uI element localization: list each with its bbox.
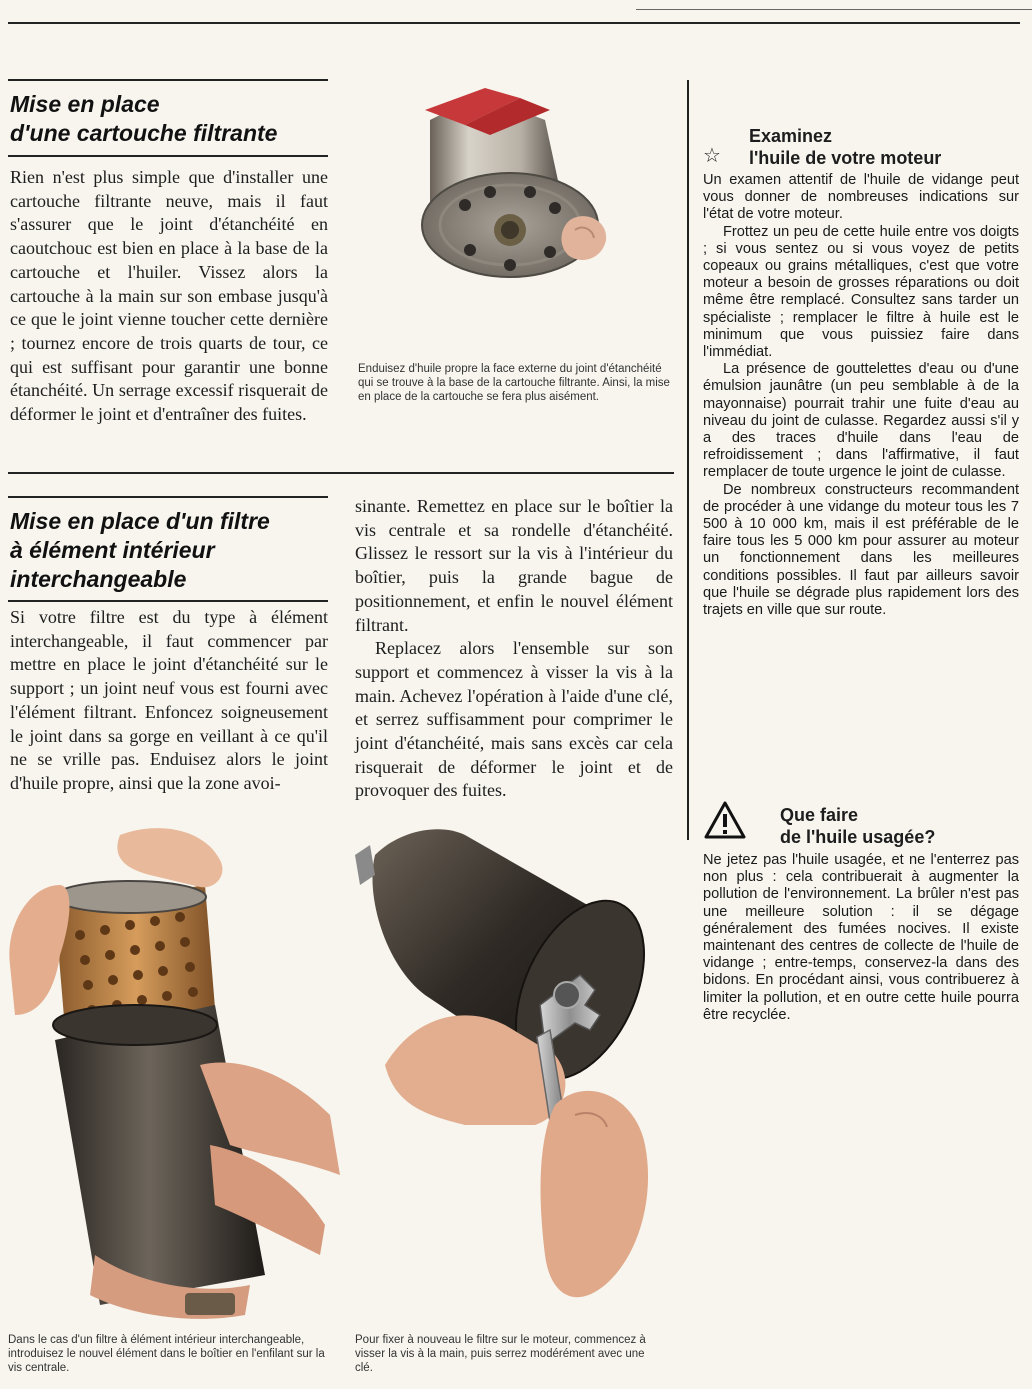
cartridge-photo (370, 80, 610, 280)
sidebar1-para1: Un examen attentif de l'huile de vidange peut vous donner de nombreuses indications sur l'état de votre moteur. (703, 172, 1019, 223)
column-divider (687, 80, 689, 840)
section-divider-rule (8, 472, 674, 474)
cartridge-photo-caption: Enduisez d'huile propre la face externe du joint d'étanchéité qui se trouve à la base de la cartouche filtrante. Ainsi, la mise en place de la cartouche se fera plus aisément. (358, 363, 670, 403)
sidebar1-title-line2: l'huile de votre moteur (749, 148, 942, 168)
sidebar2-title-line1: Que faire (780, 805, 859, 825)
sidebar1-para2: Frottez un peu de cette huile entre vos doigts ; si vous sentez ou si vous voyez de petits copeaux ou grains métalliques, c'est que votre moteur a besoin de grosses réparations ou doit même être remplacé. Consultez sans tarder un spécialiste ; remplacer le filtre à huile est le minimum que vous puissiez faire dans l'immédiat. (703, 223, 1019, 361)
section1-top-rule (8, 79, 328, 81)
section1-title-line2: d'une cartouche filtrante (10, 120, 278, 146)
top-rule (8, 22, 1020, 24)
insert-element-caption: Dans le cas d'un filtre à élément intérieur interchangeable, introduisez le nouvel élément dans le boîtier en l'enfilant sur la vis centrale. (8, 1334, 325, 1374)
sidebar1-para4: De nombreux constructeurs recommandent de procéder à une vidange du moteur tous les 7 500 à 10 000 km, mais il est préférable de le faire tous les 5 000 km pour assurer au moteur un fonctionnement dans les meilleures conditions possibles. Il faut par ailleurs savoir que l'huile se dégrade plus rapidement lors des trajets en ville que sur route. (703, 481, 1019, 619)
sidebar2-header (703, 800, 1023, 852)
sidebar1-title-line1: Examinez (749, 126, 833, 146)
star-outline-icon: ☆ (703, 143, 721, 167)
wrench-caption: Pour fixer à nouveau le filtre sur le moteur, commencez à visser la vis à la main, puis serrez modérément avec une clé. (355, 1334, 646, 1374)
insert-element-illustration (0, 815, 345, 1330)
section2-column2 (355, 495, 673, 803)
oil-filter-cartridge-illustration (370, 80, 610, 280)
section2-top-rule (8, 496, 328, 498)
section1-title (10, 90, 330, 148)
section2-title (10, 507, 330, 594)
section1-text: Rien n'est plus simple que d'installer une cartouche filtrante neuve, mais il faut s'assurer que le joint d'étanchéité en caoutchouc est bien en place à la base de la cartouche et l'huiler. Vissez alors la cartouche à la main sur son embase jusqu'à ce que le joint vienne toucher cette dernière ; tournez encore de trois quarts de tour, ce qui est suffisant pour garantir une bonne étanchéité. Un serrage excessif risquerait de déformer le joint et d'entraîner des fuites. (10, 167, 328, 425)
sidebar2-body: Ne jetez pas l'huile usagée, et ne l'enterrez pas non plus : cela contribuerait à augmenter la pollution de l'environnement. La brûler n'est pas une meilleure solution : il se dégage généralement des fumées nocives. Il existe maintenant des centres de collecte de l'huile de vidange ; entre-temps, conservez-la dans des bidons. En procédant ainsi, vous contribuerez à limiter la pollution, et en outre cette huile pourra être recyclée. (703, 852, 1019, 1023)
section2-title-rule (8, 600, 328, 602)
top-rule-right (636, 9, 1032, 10)
section2-title-line3: interchangeable (10, 566, 187, 592)
section2-title-line2: à élément intérieur (10, 537, 215, 563)
section2-column1-text: Si votre filtre est du type à élément interchangeable, il faut commencer par mettre en place le joint d'étanchéité sur le support ; un joint neuf vous est fourni avec l'élément filtrant. Enfoncez soigneusement le joint dans sa gorge en veillant à ce qu'il ne se vrille pas. Enduisez alors le joint d'huile propre, ainsi que la zone avoi- (10, 607, 328, 793)
section1-title-line1: Mise en place (10, 91, 160, 117)
section2-column2-para2: Replacez alors l'ensemble sur son support et commencez à visser la vis à la main. Achevez l'opération à l'aide d'une clé, et serrez suffisamment pour comprimer le joint d'étanchéité, mais sans excès car cela risquerait de déformer le joint et de provoquer des fuites. (355, 638, 673, 801)
warning-triangle-icon (703, 800, 747, 840)
wrench-illustration (345, 815, 685, 1330)
filter-element-in-hands-illustration (0, 815, 345, 1330)
sidebar2-title-line2: de l'huile usagée? (780, 827, 936, 847)
sidebar1-body (703, 172, 1019, 619)
sidebar1-para3: La présence de gouttelettes d'eau ou d'une émulsion jaunâtre (un peu semblable à de la mayonnaise) pourrait trahir une fuite d'eau au niveau du joint de culasse. Regardez aussi s'il y a des traces d'huile dans l'eau de refroidissement ; dans l'affirmative, il faut remplacer de toute urgence le joint de culasse. (703, 361, 1019, 481)
section1-title-rule (8, 155, 328, 157)
section2-column2-para1: sinante. Remettez en place sur le boîtier la vis centrale et sa rondelle d'étanchéité. Glissez le ressort sur la vis à l'intérieur du boîtier, puis la grande bague de positionnement, et enfin le nouvel élément filtrant. (355, 496, 673, 635)
section2-title-line1: Mise en place d'un filtre (10, 508, 270, 534)
filter-tightening-with-wrench-illustration (345, 815, 685, 1330)
sidebar1-header (703, 125, 1023, 169)
